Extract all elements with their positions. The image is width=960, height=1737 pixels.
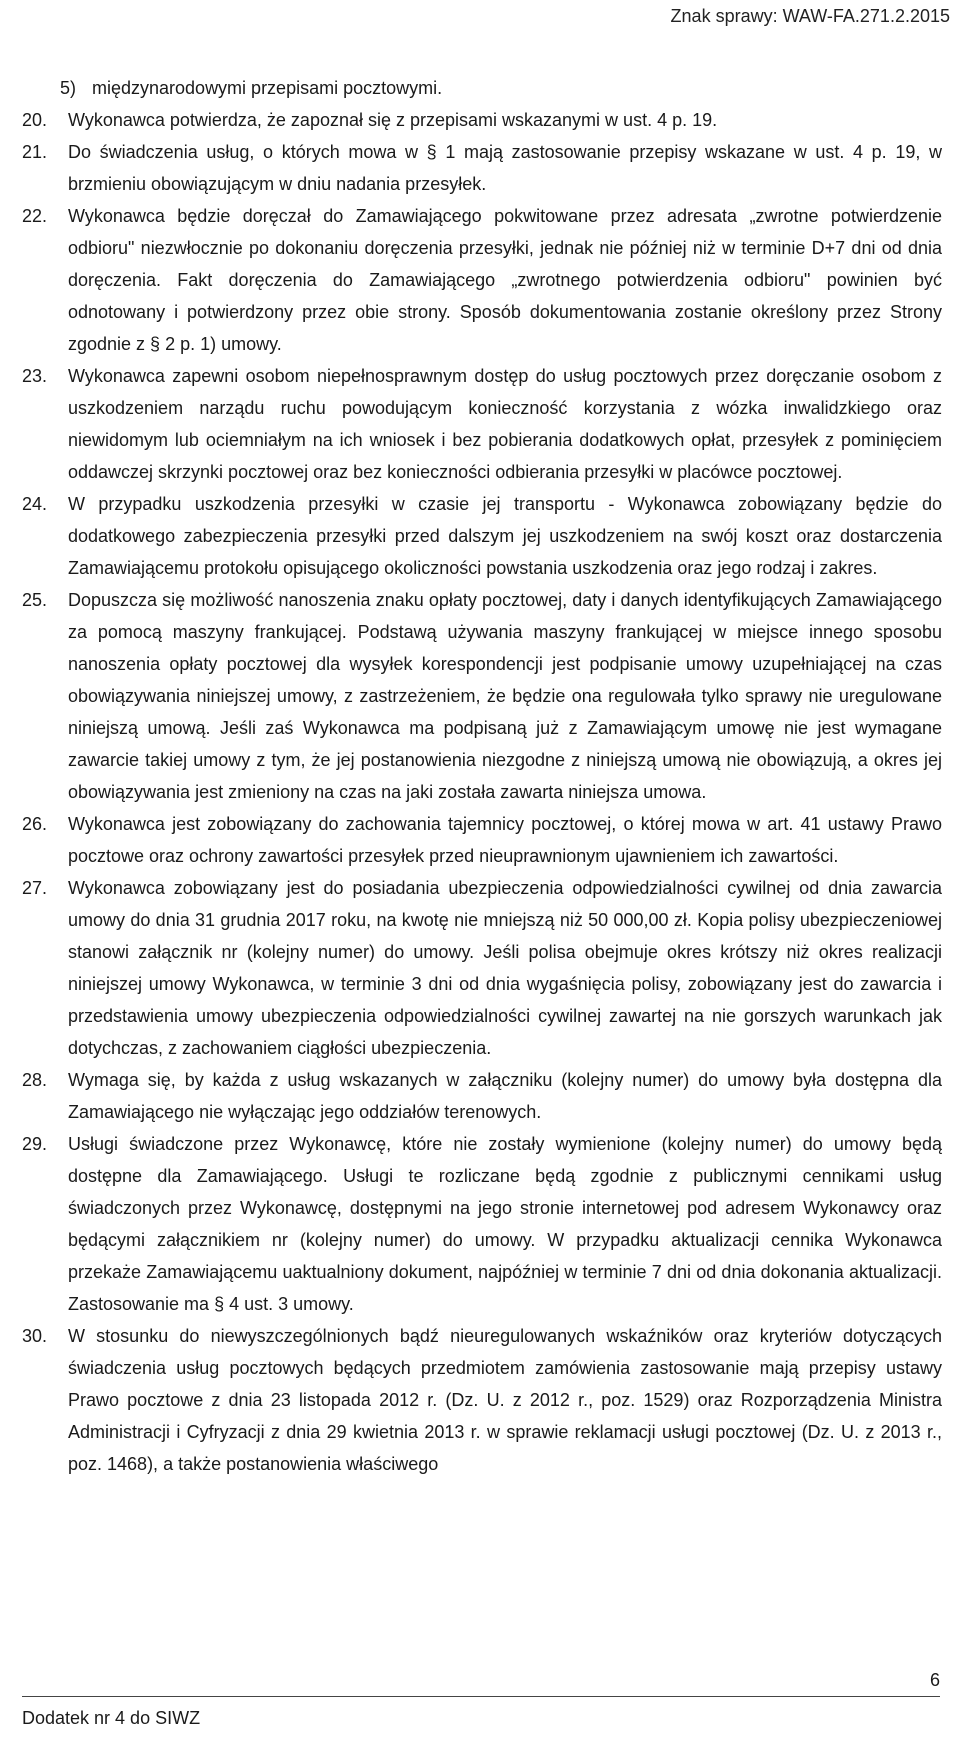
- list-item-text: Wykonawca zapewni osobom niepełnosprawnym dostęp do usług pocztowych przez doręczanie osobom z uszkodzeniem narządu ruchu powodującym konieczność korzystania z wózka inwalidzkiego oraz niewidomym lub ociemniałym na ich wniosek i bez pobierania dodatkowych opłat, przesyłek z pominięciem oddawczej skrzynki pocztowej oraz bez konieczności odbierania przesyłki w placówce pocztowej.: [68, 366, 942, 482]
- document-body: [22, 72, 942, 1480]
- list-item: [22, 136, 942, 200]
- footer-label: Dodatek nr 4 do SIWZ: [22, 1708, 201, 1728]
- list-item-number: 5): [60, 78, 77, 98]
- list-item-text: Dopuszcza się możliwość nanoszenia znaku opłaty pocztowej, daty i danych identyfikujących Zamawiającego za pomocą maszyny frankującej. Podstawą używania maszyny frankującej w miejsce innego sposobu nanoszenia opłaty pocztowej dla wysyłek korespondencji jest podpisanie umowy uzupełniającej na czas obowiązywania niniejszej umowy, z zastrzeżeniem, że będzie ona regulowała tylko sprawy nie uregulowane niniejszą umową. Jeśli zaś Wykonawca ma podpisaną już z Zamawiającym umowę nie jest wymagane zawarcie takiej umowy z tym, że jej postanowienia niezgodne z niniejszą umową nie obowiązują, a okres jej obowiązywania jest zmieniony na czas na jaki została zawarta niniejsza umowa.: [68, 590, 942, 802]
- list-item: [22, 360, 942, 488]
- list-item-text: Do świadczenia usług, o których mowa w § 1 mają zastosowanie przepisy wskazane w ust. 4 p. 19, w brzmieniu obowiązującym w dniu nadania przesyłek.: [68, 142, 942, 194]
- list-item-text: Wykonawca potwierdza, że zapoznał się z przepisami wskazanymi w ust. 4 p. 19.: [68, 110, 718, 130]
- list-item: [22, 1128, 942, 1320]
- list-item: [22, 1320, 942, 1480]
- list-item-text: Wykonawca jest zobowiązany do zachowania tajemnicy pocztowej, o której mowa w art. 41 ustawy Prawo pocztowe oraz ochrony zawartości przesyłek przed nieuprawnionym ujawnieniem ich zawartości.: [68, 814, 942, 866]
- page-number: 6: [929, 1670, 940, 1690]
- list-item-number: 20.: [22, 110, 48, 130]
- list-item: [22, 72, 942, 104]
- list-item-number: 28.: [22, 1070, 48, 1090]
- document-reference: Znak sprawy: WAW-FA.271.2.2015: [670, 6, 950, 26]
- list-item-number: 22.: [22, 206, 48, 226]
- list-item-text: W stosunku do niewyszczególnionych bądź nieuregulowanych wskaźników oraz kryteriów dotyczących świadczenia usług pocztowych będących przedmiotem zamówienia zastosowanie mają przepisy ustawy Prawo pocztowe z dnia 23 listopada 2012 r. (Dz. U. z 2012 r., poz. 1529) oraz Rozporządzenia Ministra Administracji i Cyfryzacji z dnia 29 kwietnia 2013 r. w sprawie reklamacji usługi pocztowej (Dz. U. z 2013 r., poz. 1468), a także postanowienia właściwego: [68, 1326, 942, 1474]
- list-item-number: 26.: [22, 814, 48, 834]
- list-item-text: Wykonawca zobowiązany jest do posiadania ubezpieczenia odpowiedzialności cywilnej od dnia zawarcia umowy do dnia 31 grudnia 2017 roku, na kwotę nie mniejszą niż 50 000,00 zł. Kopia polisy ubezpieczeniowej stanowi załącznik nr (kolejny numer) do umowy. Jeśli polisa obejmuje okres krótszy niż okres realizacji niniejszej umowy Wykonawca, w terminie 3 dni od dnia wygaśnięcia polisy, zobowiązany jest do zawarcia i przedstawienia umowy ubezpieczenia odpowiedzialności cywilnej zawartej na nie gorszych warunkach jak dotychczas, z zachowaniem ciągłości ubezpieczenia.: [68, 878, 942, 1058]
- list-item-text: W przypadku uszkodzenia przesyłki w czasie jej transportu - Wykonawca zobowiązany będzie do dodatkowego zabezpieczenia przesyłki przed dalszym jej uszkodzeniem na swój koszt oraz dostarczenia Zamawiającemu protokołu opisującego okoliczności powstania uszkodzenia oraz jego rodzaj i zakres.: [68, 494, 942, 578]
- list-item: [22, 104, 942, 136]
- list-item-number: 29.: [22, 1134, 48, 1154]
- list-item-number: 23.: [22, 366, 48, 386]
- list-item-number: 30.: [22, 1326, 48, 1346]
- list-item-number: 27.: [22, 878, 48, 898]
- list-item: [22, 808, 942, 872]
- list-item-number: 21.: [22, 142, 48, 162]
- list-item-text: Wymaga się, by każda z usług wskazanych w załączniku (kolejny numer) do umowy była dostępna dla Zamawiającego nie wyłączając jego oddziałów terenowych.: [68, 1070, 942, 1122]
- list-item: [22, 200, 942, 360]
- list-item-number: 25.: [22, 590, 48, 610]
- footer-divider: [22, 1696, 940, 1697]
- list-item-text: międzynarodowymi przepisami pocztowymi.: [92, 78, 443, 98]
- list-item: [22, 584, 942, 808]
- list-item: [22, 488, 942, 584]
- list-item: [22, 872, 942, 1064]
- list-item-number: 24.: [22, 494, 48, 514]
- list-item-text: Usługi świadczone przez Wykonawcę, które nie zostały wymienione (kolejny numer) do umowy będą dostępne dla Zamawiającego. Usługi te rozliczane będą zgodnie z publicznymi cennikami usług świadczonych przez Wykonawcę, dostępnymi na jego stronie internetowej pod adresem Wykonawcy oraz będącymi załącznikiem nr (kolejny numer) do umowy. W przypadku aktualizacji cennika Wykonawca przekaże Zamawiającemu uaktualniony dokument, najpóźniej w terminie 7 dni od dnia dokonania aktualizacji. Zastosowanie ma § 4 ust. 3 umowy.: [68, 1134, 942, 1314]
- list-item: [22, 1064, 942, 1128]
- list-item-text: Wykonawca będzie doręczał do Zamawiającego pokwitowane przez adresata „zwrotne potwierdzenie odbioru" niezwłocznie po dokonaniu doręczenia przesyłki, jednak nie później niż w terminie D+7 dni od dnia doręczenia. Fakt doręczenia do Zamawiającego „zwrotnego potwierdzenia odbioru" powinien być odnotowany i potwierdzony przez obie strony. Sposób dokumentowania zostanie określony przez Strony zgodnie z § 2 p. 1) umowy.: [68, 206, 942, 354]
